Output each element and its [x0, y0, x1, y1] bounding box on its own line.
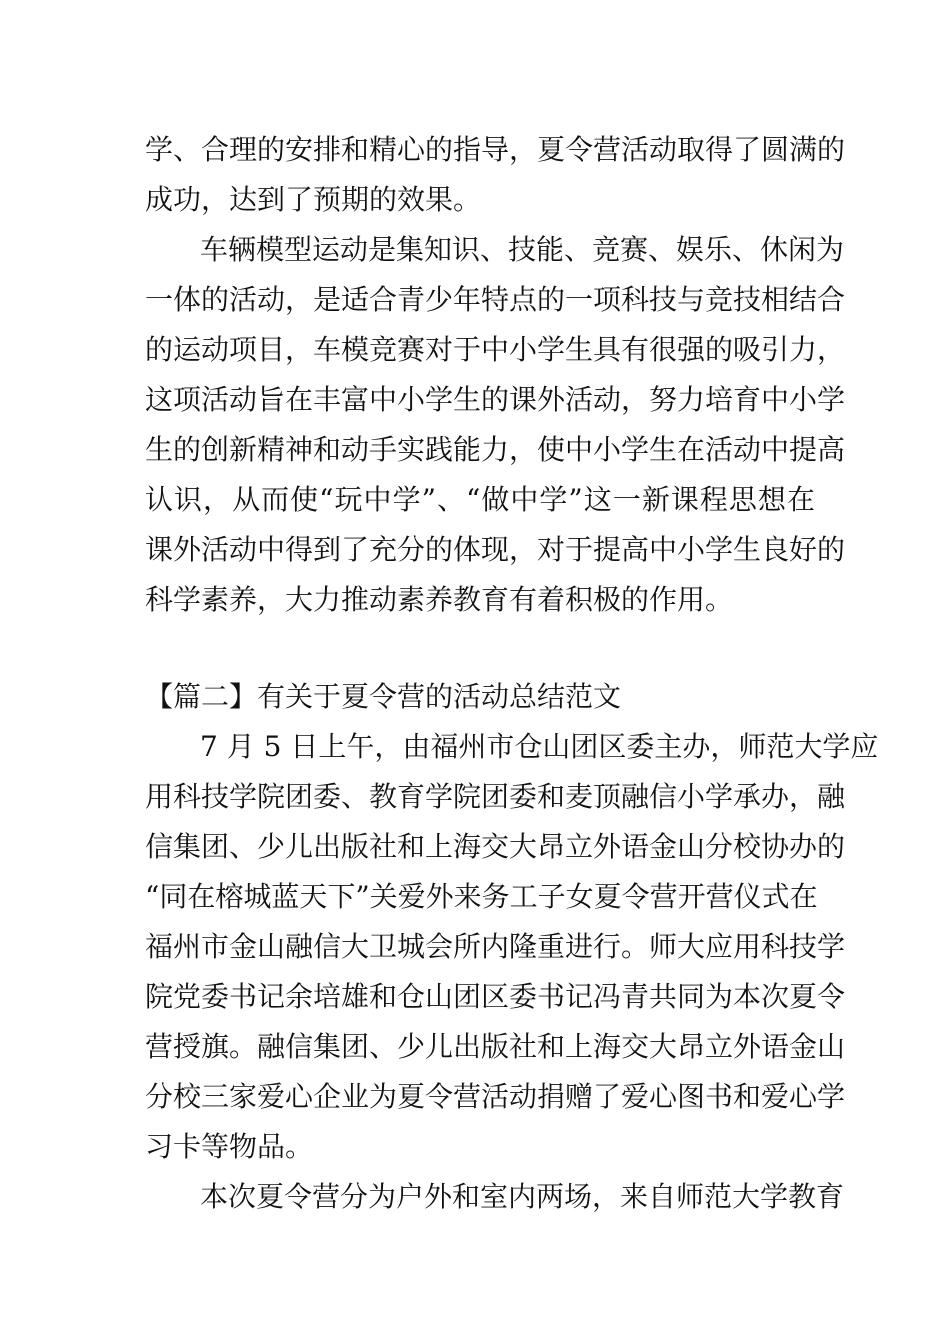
- text-line: 车辆模型运动是集知识、技能、竞赛、娱乐、休闲为: [200, 233, 845, 266]
- section-heading: 【篇二】有关于夏令营的活动总结范文: [145, 680, 622, 713]
- text-line: 一体的活动，是适合青少年特点的一项科技与竞技相结合: [145, 283, 846, 316]
- text-line: 用科技学院团委、教育学院团委和麦顶融信小学承办，融: [145, 780, 846, 813]
- text-line: 本次夏令营分为户外和室内两场，来自师范大学教育: [200, 1180, 845, 1213]
- text-line: 认识，从而使“玩中学”、“做中学”这一新课程思想在: [145, 483, 815, 516]
- text-line: 习卡等物品。: [145, 1130, 314, 1163]
- text-line: “同在榕城蓝天下”关爱外来务工子女夏令营开营仪式在: [145, 880, 818, 913]
- text-line: 7 月 5 日上午，由福州市仓山团区委主办，师范大学应: [200, 730, 879, 763]
- text-line: 学、合理的安排和精心的指导，夏令营活动取得了圆满的: [145, 133, 846, 166]
- text-line: 营授旗。融信集团、少儿出版社和上海交大昂立外语金山: [145, 1030, 846, 1063]
- text-line: 科学素养，大力推动素养教育有着积极的作用。: [145, 583, 734, 616]
- text-line: 的运动项目，车模竞赛对于中小学生具有很强的吸引力，: [145, 333, 846, 366]
- text-line: 福州市金山融信大卫城会所内隆重进行。师大应用科技学: [145, 930, 846, 963]
- text-line: 这项活动旨在丰富中小学生的课外活动，努力培育中小学: [145, 383, 846, 416]
- text-line: 生的创新精神和动手实践能力，使中小学生在活动中提高: [145, 433, 846, 466]
- text-line: 院党委书记余培雄和仓山团区委书记冯青共同为本次夏令: [145, 980, 846, 1013]
- text-line: 成功，达到了预期的效果。: [145, 183, 482, 216]
- text-line: 信集团、少儿出版社和上海交大昂立外语金山分校协办的: [145, 830, 846, 863]
- text-line: 课外活动中得到了充分的体现，对于提高中小学生良好的: [145, 533, 846, 566]
- text-line: 分校三家爱心企业为夏令营活动捐赠了爱心图书和爱心学: [145, 1080, 846, 1113]
